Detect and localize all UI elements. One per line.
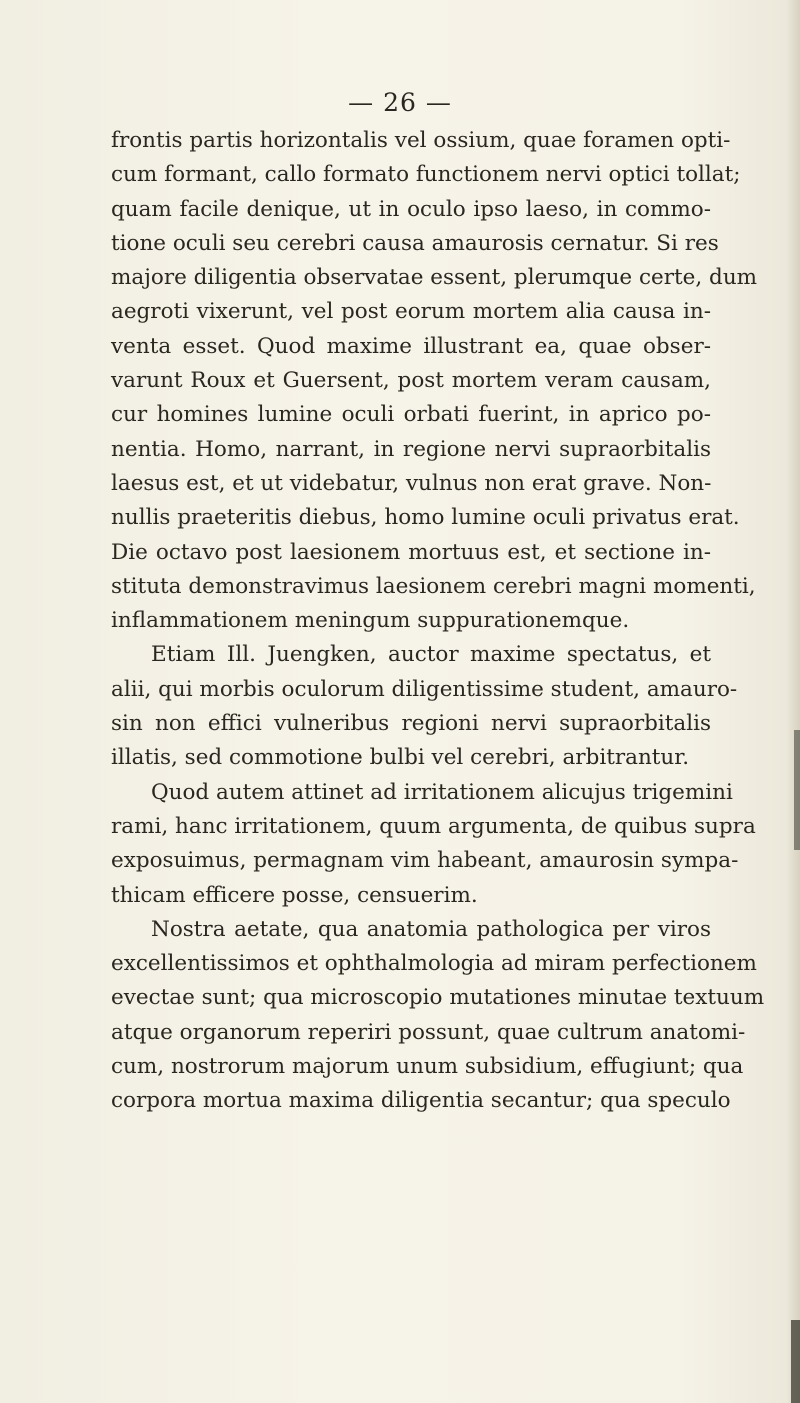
page-edge-shadow: [786, 0, 800, 1403]
text-line: sin non effici vulneribus regioni nervi supraorbitalis: [111, 711, 711, 737]
text-line: quam facile denique, ut in oculo ipso laeso, in commo-: [111, 196, 711, 222]
binding-edge-mark: [794, 730, 800, 850]
text-line: frontis partis horizontalis vel ossium, quae foramen opti-: [111, 128, 731, 153]
paragraph-end-line: illatis, sed commotione bulbi vel cerebri, arbitrantur.: [111, 745, 690, 771]
text-line: aegroti vixerunt, vel post eorum mortem alia causa in-: [111, 299, 711, 325]
text-line: alii, qui morbis oculorum diligentissime student, amauro-: [111, 676, 738, 702]
text-line: majore diligentia observatae essent, plerumque certe, dum: [111, 265, 758, 291]
body-text: [111, 124, 765, 1119]
text-line: tione oculi seu cerebri causa amaurosis cernatur. Si res: [111, 230, 719, 256]
paragraph-end-line: thicam efficere posse, censuerim.: [111, 882, 478, 908]
binding-edge-mark: [791, 1320, 800, 1403]
text-line: cum, nostrorum majorum unum subsidium, effugiunt; qua: [111, 1054, 744, 1080]
paragraph-start-line: Quod autem attinet ad irritationem alicujus trigemini: [151, 779, 733, 805]
text-line: venta esset. Quod maxime illustrant ea, quae obser-: [111, 333, 711, 359]
paragraph-end-line: inflammationem meningum suppurationemque.: [111, 608, 630, 634]
text-line: laesus est, et ut videbatur, vulnus non erat grave. Non-: [111, 470, 712, 496]
text-line: cur homines lumine oculi orbati fuerint, in aprico po-: [111, 402, 711, 428]
text-line: varunt Roux et Guersent, post mortem veram causam,: [111, 368, 711, 394]
paragraph-start-line: Nostra aetate, qua anatomia pathologica per viros: [151, 916, 711, 942]
text-line: nentia. Homo, narrant, in regione nervi supraorbitalis: [111, 436, 711, 462]
text-line: atque organorum reperiri possunt, quae cultrum anatomi-: [111, 1019, 746, 1045]
text-line: stituta demonstravimus laesionem cerebri magni momenti,: [111, 573, 756, 599]
page-number: — 26 —: [348, 88, 452, 117]
text-line: rami, hanc irritationem, quum argumenta, de quibus supra: [111, 813, 756, 839]
paragraph-start-line: Etiam Ill. Juengken, auctor maxime spectatus, et: [151, 642, 711, 668]
text-line: excellentissimos et ophthalmologia ad miram perfectionem: [111, 951, 757, 977]
text-line: nullis praeteritis diebus, homo lumine oculi privatus erat.: [111, 505, 740, 531]
text-line: exposuimus, permagnam vim habeant, amaurosin sympa-: [111, 848, 739, 874]
text-line: cum formant, callo formato functionem nervi optici tollat;: [111, 162, 741, 188]
text-line: Die octavo post laesionem mortuus est, et sectione in-: [111, 539, 711, 565]
text-line: corpora mortua maxima diligentia secantur; qua speculo: [111, 1088, 731, 1114]
text-line: evectae sunt; qua microscopio mutationes minutae textuum: [111, 985, 765, 1011]
